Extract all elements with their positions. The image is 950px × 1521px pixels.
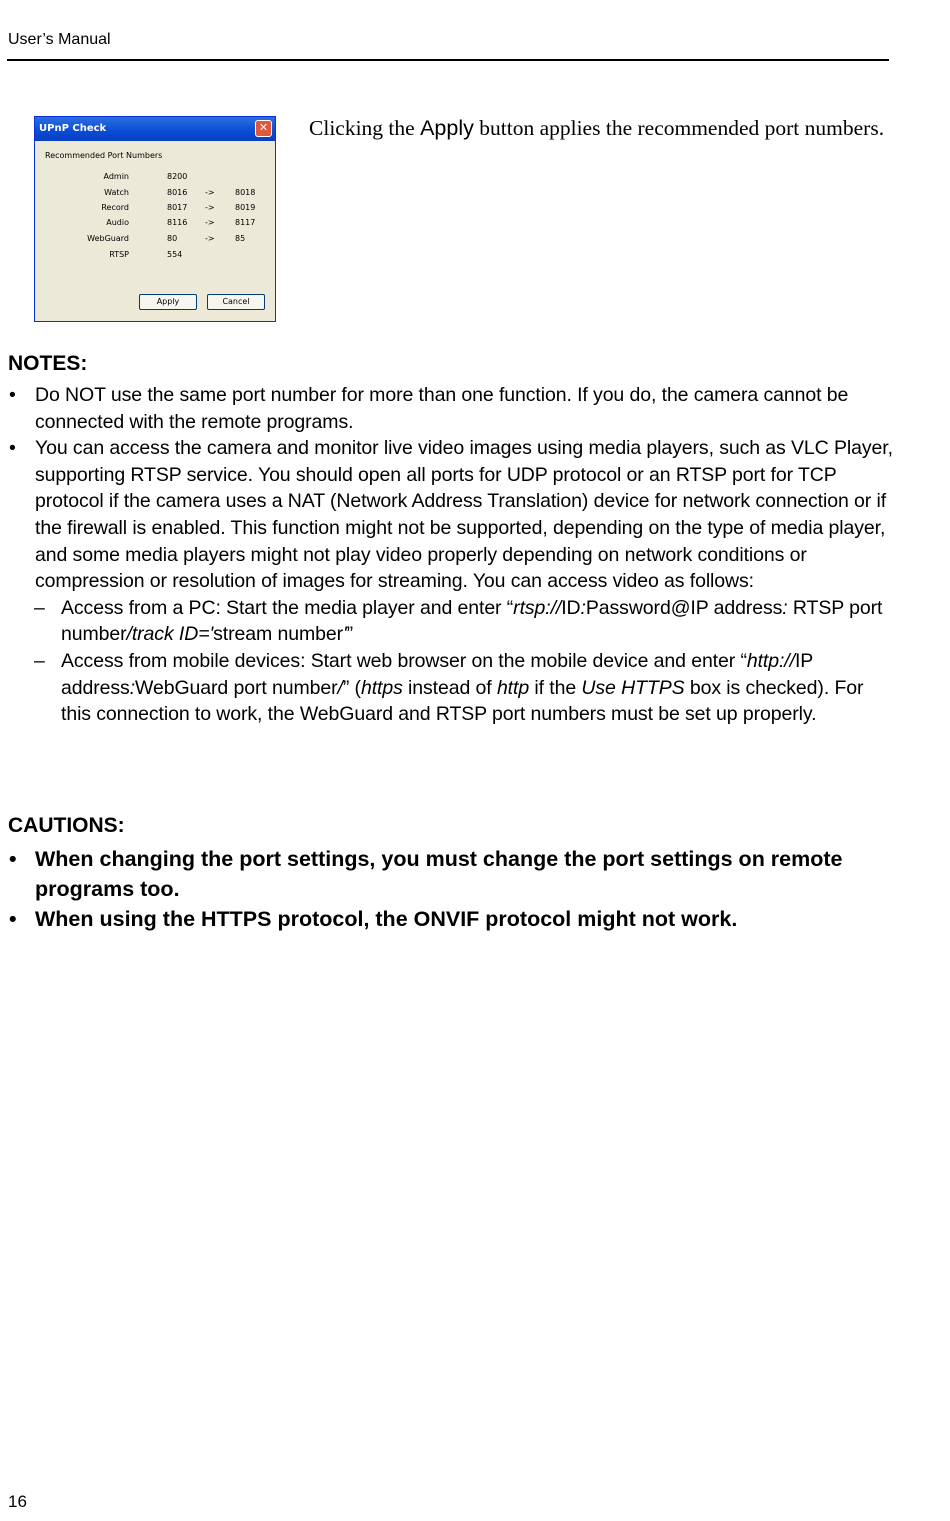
port-current: 8016 bbox=[167, 188, 188, 197]
dash: – bbox=[34, 596, 45, 619]
port-name: WebGuard bbox=[87, 234, 129, 243]
port-name: Watch bbox=[104, 188, 129, 197]
caution-item: • When using the HTTPS protocol, the ONVIF protocol might not work. bbox=[35, 905, 895, 935]
apply-button[interactable]: Apply bbox=[139, 294, 197, 310]
dash: – bbox=[34, 649, 45, 672]
apply-term: Apply bbox=[420, 116, 474, 140]
bullet: • bbox=[9, 847, 17, 871]
port-current: 8200 bbox=[167, 172, 188, 181]
header-rule bbox=[7, 59, 889, 61]
port-row-rtsp bbox=[35, 250, 275, 264]
port-current: 8017 bbox=[167, 203, 188, 212]
arrow: -> bbox=[205, 234, 215, 243]
close-icon[interactable]: ✕ bbox=[255, 120, 272, 137]
port-name: RTSP bbox=[109, 250, 129, 259]
port-row-audio bbox=[35, 218, 275, 232]
note-item: • You can access the camera and monitor live video images using media players, such as VLC Player, supporting RTSP service. You should open all ports for UDP protocol or an RTSP port for TCP protocol if the camera uses a NAT (Network Address Translation) device for network connection or if the firewall is enabled. This function might not be supported, depending on the type of media player, and some media players might not play video properly depending on network conditions or compression or resolution of images for streaming. You can access video as follows: bbox=[9, 437, 893, 593]
port-name: Admin bbox=[103, 172, 129, 181]
dialog-title: UPnP Check bbox=[39, 123, 107, 134]
port-recommended: 8018 bbox=[235, 188, 256, 197]
bullet: • bbox=[9, 437, 16, 460]
port-row-admin bbox=[35, 172, 275, 186]
port-row-record bbox=[35, 203, 275, 217]
port-current: 8116 bbox=[167, 218, 188, 227]
note-item: • Do NOT use the same port number for more than one function. If you do, the camera cannot be connected with the remote programs. bbox=[9, 384, 849, 433]
cancel-button[interactable]: Cancel bbox=[207, 294, 265, 310]
bullet: • bbox=[9, 384, 16, 406]
page-number: 16 bbox=[8, 1492, 27, 1511]
note-subitem-mobile: – Access from mobile devices: Start web browser on the mobile device and enter “http://IP address:WebGuard port number/” (https instead of http if the Use HTTPS box is checked). For this connection to work, the WebGuard and RTSP port numbers must be set up properly. bbox=[34, 649, 864, 726]
caution-item: • When changing the port settings, you must change the port settings on remote programs too. bbox=[9, 847, 843, 901]
port-name: Audio bbox=[106, 218, 129, 227]
port-row-webguard bbox=[35, 234, 275, 248]
group-label: Recommended Port Numbers bbox=[45, 151, 163, 160]
running-header: User’s Manual bbox=[8, 31, 111, 48]
arrow: -> bbox=[205, 203, 215, 212]
port-current: 80 bbox=[167, 234, 178, 243]
bullet: • bbox=[9, 907, 17, 931]
port-recommended: 8117 bbox=[235, 218, 256, 227]
port-recommended: 85 bbox=[235, 234, 246, 243]
notes-heading: NOTES: bbox=[8, 352, 88, 375]
port-current: 554 bbox=[167, 250, 183, 259]
intro-text: Clicking the Apply button applies the recommended port numbers. bbox=[309, 116, 885, 140]
port-recommended: 8019 bbox=[235, 203, 256, 212]
cautions-heading: CAUTIONS: bbox=[8, 814, 125, 837]
dialog-titlebar bbox=[35, 117, 275, 141]
port-name: Record bbox=[101, 203, 129, 212]
upnp-check-dialog bbox=[34, 116, 276, 322]
note-subitem-pc: – Access from a PC: Start the media player and enter “rtsp://ID:Password@IP address: RTSP port number/track ID='stream number'” bbox=[34, 596, 883, 646]
notes-list bbox=[9, 382, 895, 728]
arrow: -> bbox=[205, 188, 215, 197]
port-row-watch bbox=[35, 188, 275, 202]
cautions-list bbox=[9, 845, 895, 936]
arrow: -> bbox=[205, 218, 215, 227]
